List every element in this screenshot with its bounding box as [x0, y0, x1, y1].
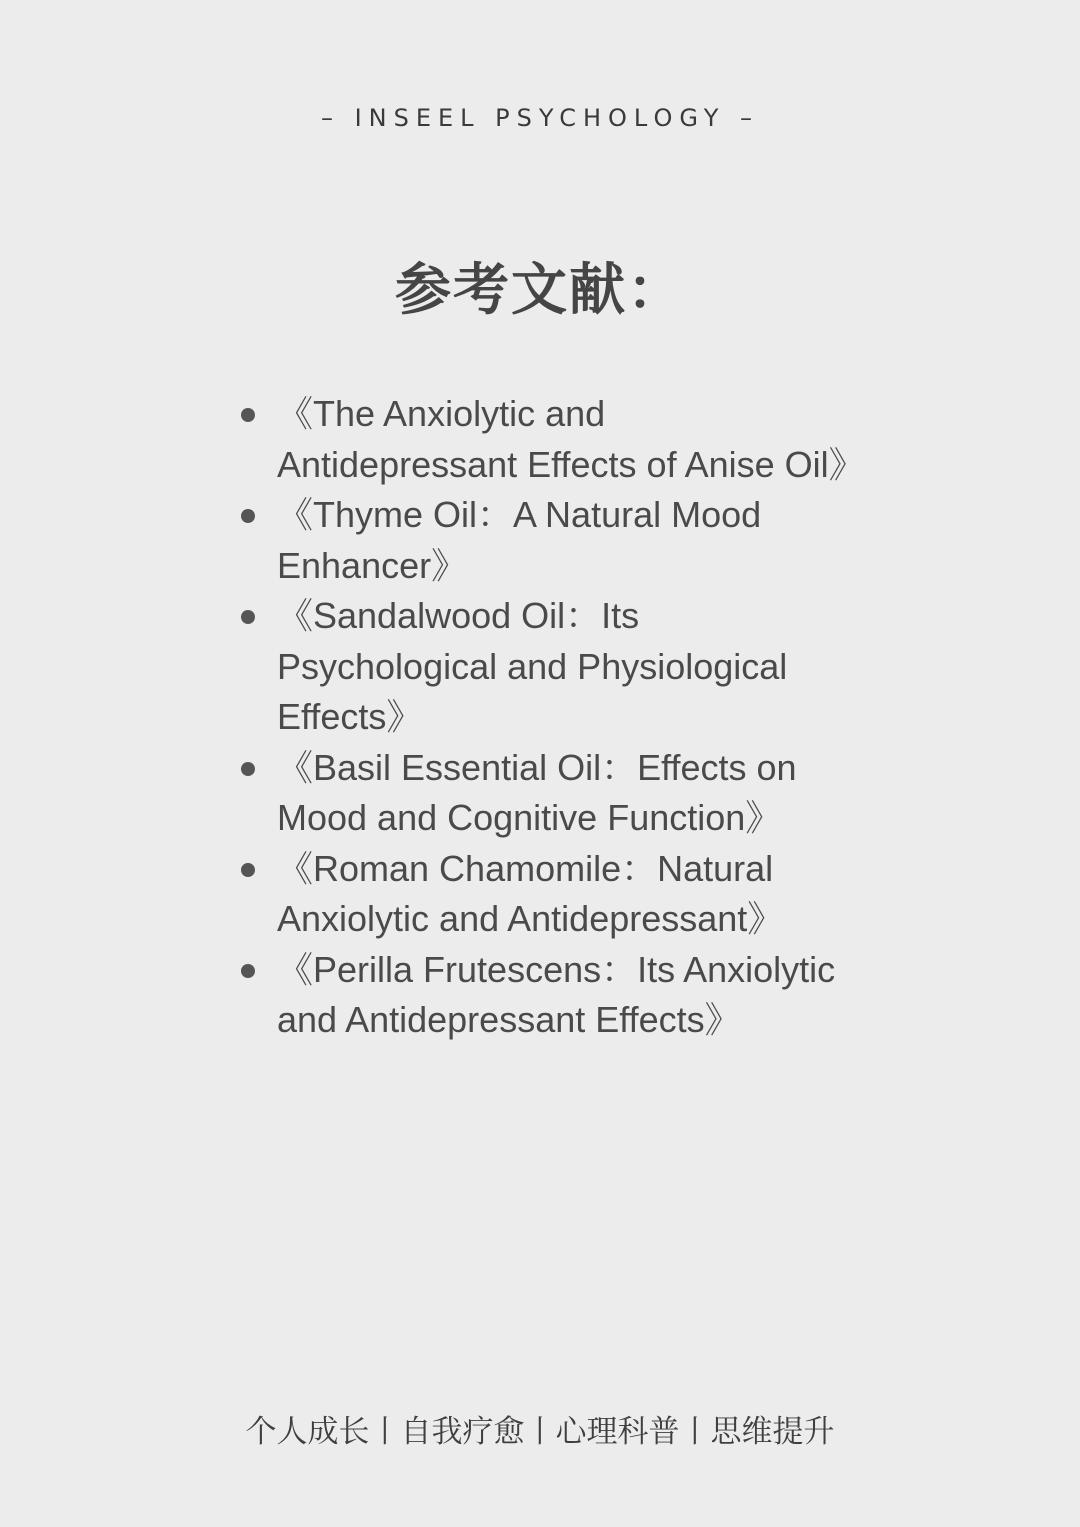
brand-header: – INSEEL PSYCHOLOGY – [320, 104, 760, 132]
reference-text: 《The Anxiolytic and Antidepressant Effects of Anise Oil》 [277, 393, 865, 485]
bullet-icon [241, 610, 255, 624]
bullet-icon [241, 863, 255, 877]
list-item [232, 945, 852, 1046]
list-item [232, 591, 852, 743]
page-title: 参考文献： [395, 258, 685, 323]
reference-text: 《Sandalwood Oil：Its Psychological and Physiological Effects》 [277, 595, 788, 737]
reference-text: 《Basil Essential Oil：Effects on Mood and Cognitive Function》 [277, 746, 797, 838]
bullet-icon [241, 762, 255, 776]
footer-tags: 个人成长丨自我疗愈丨心理科普丨思维提升 [245, 1414, 835, 1450]
reference-text: 《Perilla Frutescens：Its Anxiolytic and Antidepressant Effects》 [277, 948, 836, 1040]
list-item [232, 389, 865, 490]
list-item [232, 743, 852, 844]
bullet-icon [241, 964, 255, 978]
bullet-icon [241, 509, 255, 523]
reference-text: 《Roman Chamomile：Natural Anxiolytic and Antidepressant》 [277, 847, 784, 939]
reference-list [232, 389, 865, 1046]
list-item [232, 844, 852, 945]
list-item [232, 490, 852, 591]
bullet-icon [241, 408, 255, 422]
reference-text: 《Thyme Oil：A Natural Mood Enhancer》 [277, 494, 762, 586]
